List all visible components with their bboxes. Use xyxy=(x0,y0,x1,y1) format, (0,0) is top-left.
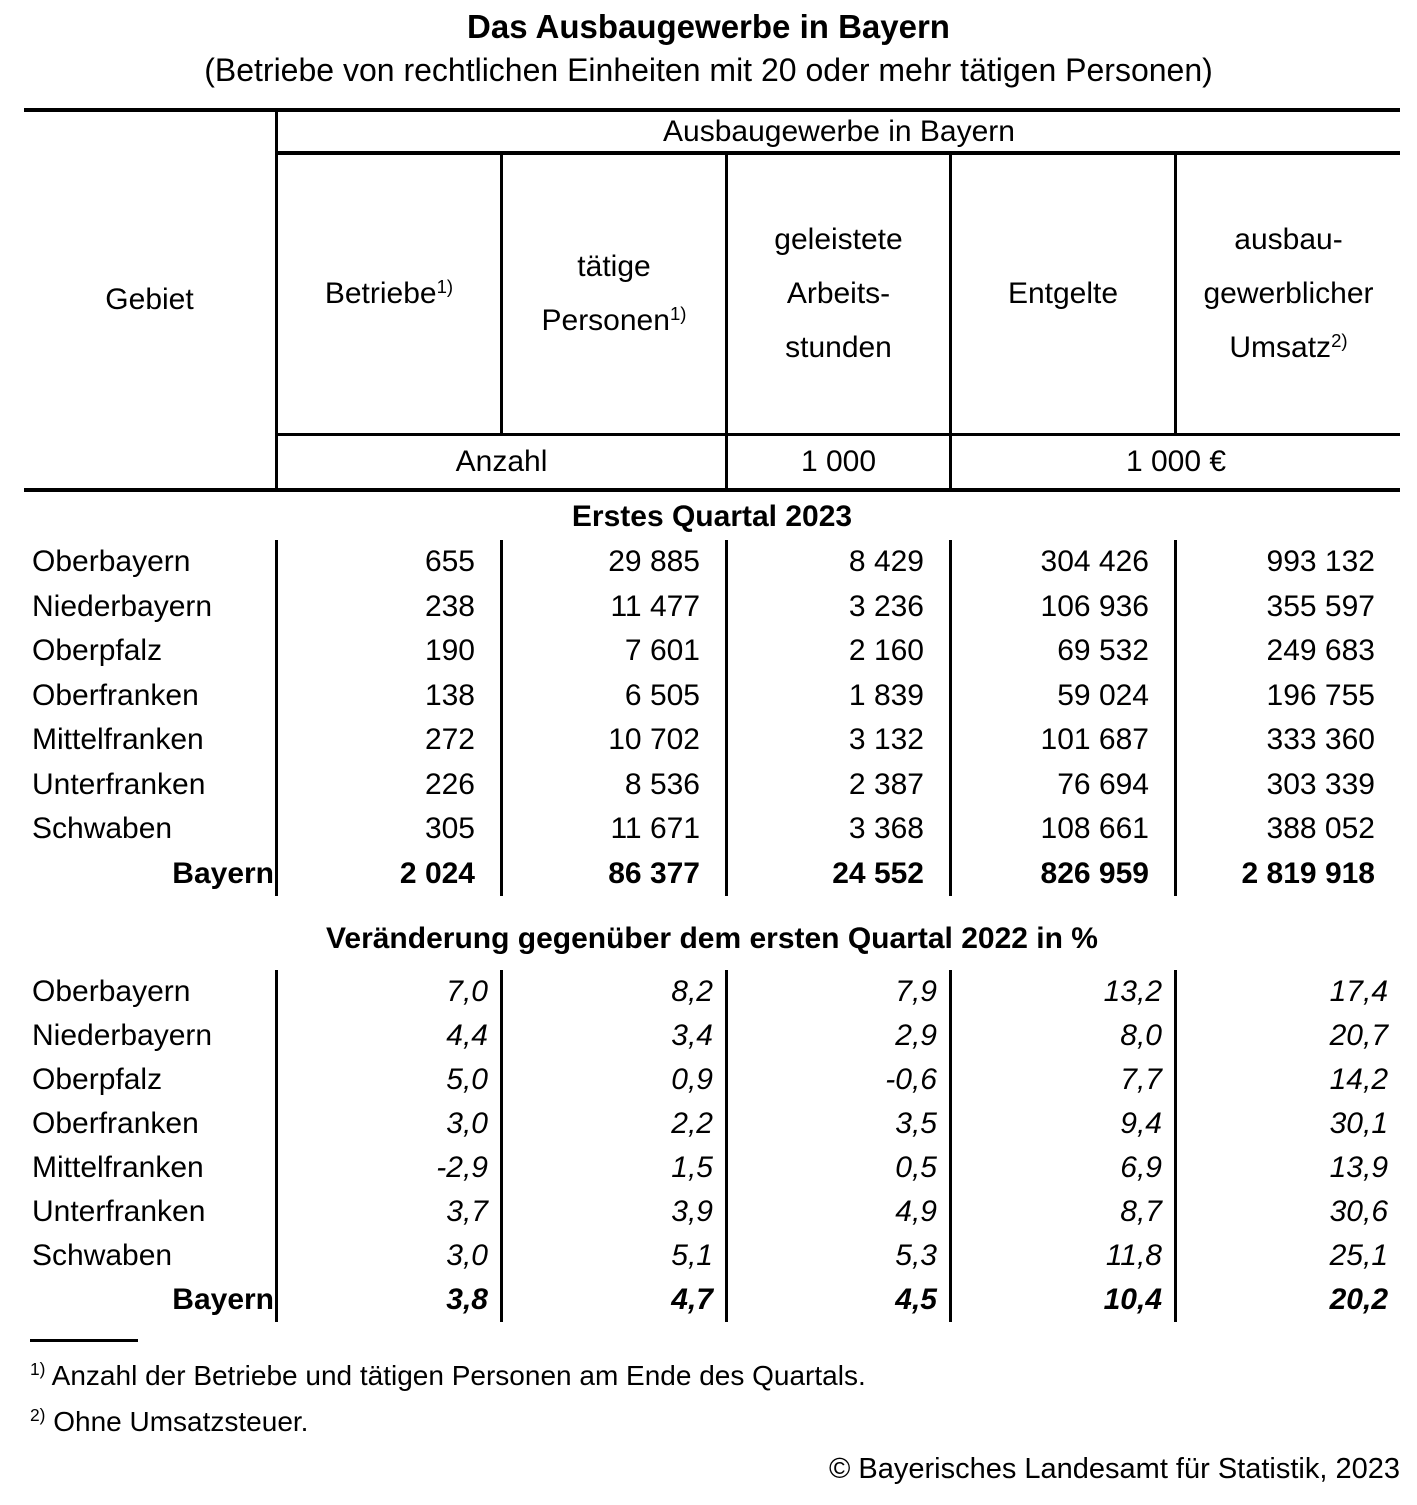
value-cell: 2 819 918 xyxy=(1241,856,1375,890)
region-label: Oberfranken xyxy=(24,1102,278,1146)
value-cell: 101 687 xyxy=(952,718,1177,763)
header-line: Betriebe xyxy=(324,277,437,310)
region-label: Schwaben xyxy=(24,807,278,852)
footnote-1-marker: 1) xyxy=(30,1359,46,1380)
value-cell: 6 505 xyxy=(503,674,728,719)
header-line: geleistete xyxy=(774,223,903,256)
value-cell: 59 024 xyxy=(952,674,1177,719)
footnote-marker-2: 2) xyxy=(1331,329,1348,351)
region-label: Oberbayern xyxy=(24,540,278,585)
value-cell: 0,9 xyxy=(503,1058,728,1102)
group-header: Ausbaugewerbe in Bayern xyxy=(278,112,1400,155)
value-cell: 4,5 xyxy=(728,1278,952,1322)
footnote-1-text: Anzahl der Betriebe und tätigen Personen am Ende des Quartals. xyxy=(51,1360,866,1391)
value-cell: 11,8 xyxy=(952,1234,1177,1278)
value-cell: 8 429 xyxy=(728,540,952,585)
value-cell: 3 236 xyxy=(728,585,952,630)
value-cell: 3,0 xyxy=(278,1234,503,1278)
value-cell: 106 936 xyxy=(952,585,1177,630)
value-cell: 69 532 xyxy=(952,629,1177,674)
value-cell: 17,4 xyxy=(1329,975,1388,1008)
column-header-arbeitsstunden xyxy=(728,155,952,433)
value-cell: 3,4 xyxy=(503,1014,728,1058)
region-label: Oberpfalz xyxy=(24,1058,278,1102)
header-line: Umsatz xyxy=(1229,331,1332,364)
value-cell: 655 xyxy=(278,540,503,585)
value-cell: 20,2 xyxy=(1329,1283,1388,1316)
value-cell: 993 132 xyxy=(1266,545,1375,579)
section-heading-change-vs-q1-2022: Veränderung gegenüber dem ersten Quartal 2022 in % xyxy=(326,922,1098,955)
value-cell: 1 839 xyxy=(728,674,952,719)
header-line: stunden xyxy=(785,331,892,364)
value-cell: 2 160 xyxy=(728,629,952,674)
value-cell: 2 024 xyxy=(278,852,503,897)
value-cell: 14,2 xyxy=(1329,1063,1388,1096)
region-label: Mittelfranken xyxy=(24,718,278,763)
value-cell: 4,4 xyxy=(278,1014,503,1058)
value-cell: 20,7 xyxy=(1329,1019,1388,1052)
value-cell: 826 959 xyxy=(952,852,1177,897)
value-cell: 7,0 xyxy=(278,970,503,1014)
value-cell: 5,1 xyxy=(503,1234,728,1278)
region-label: Oberfranken xyxy=(24,674,278,719)
table-header xyxy=(24,108,1400,492)
region-label: Oberbayern xyxy=(24,970,278,1014)
header-line: ausbau- xyxy=(1234,223,1343,256)
column-header-taetige-personen xyxy=(503,155,728,433)
value-cell: 9,4 xyxy=(952,1102,1177,1146)
value-cell: 3 368 xyxy=(728,807,952,852)
value-cell: 388 052 xyxy=(1266,812,1375,846)
footnote-1 xyxy=(30,1360,866,1392)
value-cell: 108 661 xyxy=(952,807,1177,852)
value-cell: 5,3 xyxy=(728,1234,952,1278)
value-cell: 1,5 xyxy=(503,1146,728,1190)
value-cell: 2 387 xyxy=(728,763,952,808)
value-cell: 138 xyxy=(278,674,503,719)
value-cell: 30,1 xyxy=(1329,1107,1388,1140)
header-line: gewerblicher xyxy=(1203,277,1374,310)
value-cell: 2,9 xyxy=(728,1014,952,1058)
page-title: Das Ausbaugewerbe in Bayern xyxy=(467,8,950,45)
value-cell: 3,0 xyxy=(278,1102,503,1146)
region-label: Oberpfalz xyxy=(24,629,278,674)
value-cell: 8,7 xyxy=(952,1190,1177,1234)
section-1-grid xyxy=(24,540,1400,896)
value-cell: 76 694 xyxy=(952,763,1177,808)
value-cell: 238 xyxy=(278,585,503,630)
page-subtitle: (Betriebe von rechtlichen Einheiten mit 20 oder mehr tätigen Personen) xyxy=(204,52,1213,88)
value-cell: 304 426 xyxy=(952,540,1177,585)
value-cell: 196 755 xyxy=(1266,678,1375,712)
value-cell: 305 xyxy=(278,807,503,852)
region-label: Niederbayern xyxy=(24,1014,278,1058)
value-cell: 6,9 xyxy=(952,1146,1177,1190)
region-label: Niederbayern xyxy=(24,585,278,630)
value-cell: 272 xyxy=(278,718,503,763)
value-cell: 4,9 xyxy=(728,1190,952,1234)
header-line: Personen xyxy=(541,304,670,337)
value-cell: 3,5 xyxy=(728,1102,952,1146)
value-cell: 4,7 xyxy=(503,1278,728,1322)
header-line: Arbeits- xyxy=(786,277,891,310)
region-label: Schwaben xyxy=(24,1234,278,1278)
value-cell: 11 671 xyxy=(503,807,728,852)
value-cell: 303 339 xyxy=(1266,767,1375,801)
region-label: Mittelfranken xyxy=(24,1146,278,1190)
value-cell: 0,5 xyxy=(728,1146,952,1190)
value-cell: 11 477 xyxy=(503,585,728,630)
region-label: Unterfranken xyxy=(24,763,278,808)
value-cell: -2,9 xyxy=(278,1146,503,1190)
footnote-2-text: Ohne Umsatzsteuer. xyxy=(53,1406,309,1437)
value-cell: 3,7 xyxy=(278,1190,503,1234)
value-cell: 333 360 xyxy=(1266,723,1375,757)
region-total-label: Bayern xyxy=(24,852,278,897)
footnote-divider xyxy=(30,1339,138,1342)
region-label: Unterfranken xyxy=(24,1190,278,1234)
value-cell: 7,9 xyxy=(728,970,952,1014)
section-heading-q1-2023: Erstes Quartal 2023 xyxy=(571,500,853,533)
value-cell: 30,6 xyxy=(1329,1195,1388,1228)
value-cell: 3,9 xyxy=(503,1190,728,1234)
value-cell: -0,6 xyxy=(728,1058,952,1102)
footnote-marker-1: 1) xyxy=(436,275,454,297)
unit-thousand: 1 000 xyxy=(728,433,952,488)
value-cell: 24 552 xyxy=(728,852,952,897)
copyright-notice: © Bayerisches Landesamt für Statistik, 2023 xyxy=(828,1453,1400,1485)
column-header-gebiet: Gebiet xyxy=(24,112,278,488)
value-cell: 8,0 xyxy=(952,1014,1177,1058)
value-cell: 86 377 xyxy=(503,852,728,897)
value-cell: 10 702 xyxy=(503,718,728,763)
value-cell: 249 683 xyxy=(1266,634,1375,668)
footnote-2-marker: 2) xyxy=(30,1405,46,1426)
value-cell: 8,2 xyxy=(503,970,728,1014)
value-cell: 226 xyxy=(278,763,503,808)
value-cell: 5,0 xyxy=(278,1058,503,1102)
header-line: Entgelte xyxy=(1007,277,1119,310)
value-cell: 3 132 xyxy=(728,718,952,763)
region-total-label: Bayern xyxy=(24,1278,278,1322)
column-header-betriebe xyxy=(278,155,503,433)
footnote-marker-1: 1) xyxy=(669,302,687,324)
value-cell: 2,2 xyxy=(503,1102,728,1146)
value-cell: 190 xyxy=(278,629,503,674)
unit-anzahl: Anzahl xyxy=(278,433,728,488)
value-cell: 7,7 xyxy=(952,1058,1177,1102)
value-cell: 8 536 xyxy=(503,763,728,808)
unit-thousand-euro: 1 000 € xyxy=(952,433,1400,488)
value-cell: 13,2 xyxy=(952,970,1177,1014)
header-line: tätige xyxy=(577,250,651,283)
value-cell: 355 597 xyxy=(1266,589,1375,623)
value-cell: 3,8 xyxy=(278,1278,503,1322)
column-header-umsatz xyxy=(1177,155,1400,433)
value-cell: 25,1 xyxy=(1329,1239,1388,1272)
value-cell: 10,4 xyxy=(952,1278,1177,1322)
column-header-entgelte xyxy=(952,155,1177,433)
footnote-2 xyxy=(30,1406,308,1438)
value-cell: 29 885 xyxy=(503,540,728,585)
value-cell: 7 601 xyxy=(503,629,728,674)
value-cell: 13,9 xyxy=(1329,1151,1388,1184)
section-2-grid xyxy=(24,970,1400,1322)
